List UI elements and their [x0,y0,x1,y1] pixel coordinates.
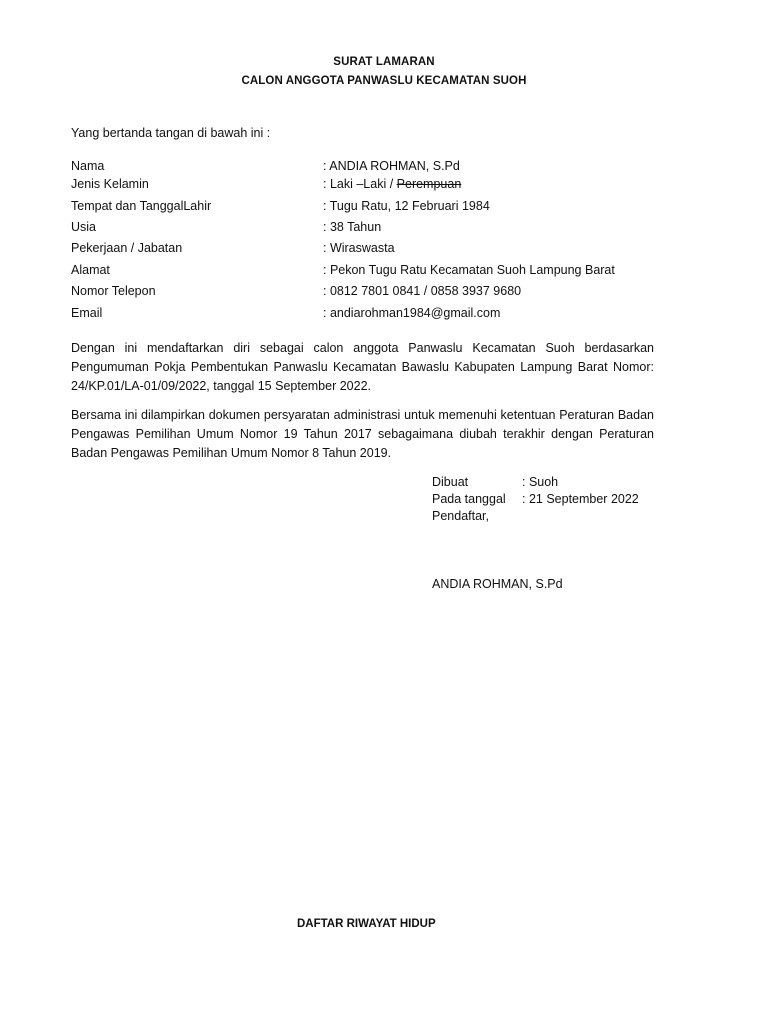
field-label-usia: Usia [71,220,97,234]
field-value-usia: : 38 Tahun [323,220,382,234]
sig-pendaftar-label: Pendaftar, [432,509,489,523]
field-label-jenis-kelamin: Jenis Kelamin [71,177,149,191]
field-value-telepon: : 0812 7801 0841 / 0858 3937 9680 [323,284,522,298]
field-value-alamat: : Pekon Tugu Ratu Kecamatan Suoh Lampung Barat [323,263,615,277]
signer-name: ANDIA ROHMAN, S.Pd [432,577,563,591]
sig-tanggal-label: Pada tanggal [432,492,506,506]
field-label-email: Email [71,306,103,320]
letter-title: SURAT LAMARAN [333,56,435,68]
field-value-nama: : ANDIA ROHMAN, S.Pd [323,159,460,173]
sig-dibuat-value: : Suoh [522,475,559,489]
sig-tanggal-value: : 21 September 2022 [522,492,639,506]
paragraph-registration: Dengan ini mendaftarkan diri sebagai calon anggota Panwaslu Kecamatan Suoh berdasarkan Pengumuman Pokja Pembentukan Panwaslu Kecamatan Bawaslu Kabupaten Lampung Barat Nomor: 24/KP.01/LA-01/09/2022, tanggal 15 September 2022. [71,341,654,393]
sig-dibuat-label: Dibuat [432,475,469,489]
jenis-kelamin-struck: Perempuan [396,177,462,191]
field-value-ttl: : Tugu Ratu, 12 Februari 1984 [323,199,490,213]
field-label-pekerjaan: Pekerjaan / Jabatan [71,241,183,255]
field-label-alamat: Alamat [71,263,110,277]
field-label-nama: Nama [71,159,105,173]
field-value-email: : andiarohman1984@gmail.com [323,306,501,320]
intro-text: Yang bertanda tangan di bawah ini : [71,126,271,140]
field-label-ttl: Tempat dan TanggalLahir [71,199,212,213]
field-value-pekerjaan: : Wiraswasta [323,241,395,255]
field-label-telepon: Nomor Telepon [71,284,156,298]
letter-subtitle: CALON ANGGOTA PANWASLU KECAMATAN SUOH [241,75,527,87]
paragraph-attachment: Bersama ini dilampirkan dokumen persyaratan administrasi untuk memenuhi ketentuan Peraturan Badan Pengawas Pemilihan Umum Nomor 19 Tahun 2017 sebagaimana diubah terakhir dengan Peraturan Badan Pengawas Pemilihan Umum Nomor 8 Tahun 2019. [71,408,654,460]
jenis-kelamin-selected: : Laki –Laki / [323,177,397,191]
next-section-title: DAFTAR RIWAYAT HIDUP [297,918,436,930]
field-value-jenis-kelamin [323,177,461,191]
